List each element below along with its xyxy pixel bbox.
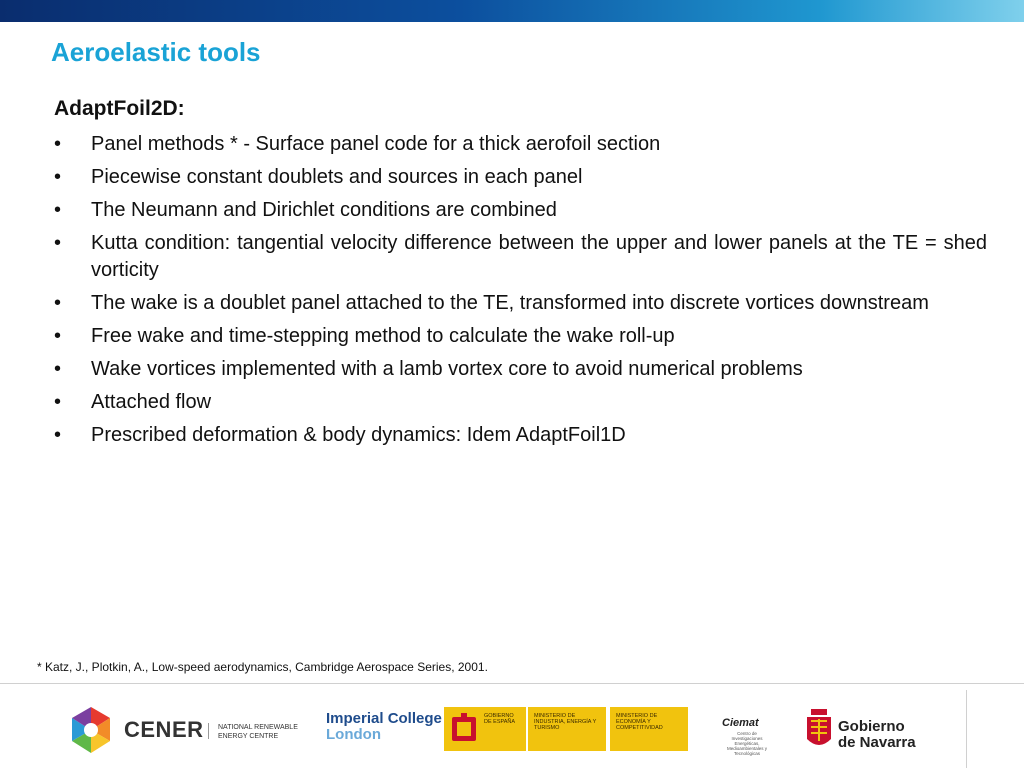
bullet-list bbox=[54, 131, 987, 455]
bullet-text: Prescribed deformation & body dynamics: Idem AdaptFoil1D bbox=[91, 424, 626, 446]
bullet-item bbox=[54, 389, 987, 416]
ciemat-subtitle: Centro de Investigaciones Energéticas, Medioambientales y Tecnológicas bbox=[726, 731, 768, 756]
nrec-line2: ENERGY CENTRE bbox=[218, 733, 279, 740]
bullet-item bbox=[54, 164, 987, 191]
bullet-item bbox=[54, 422, 987, 449]
gob-espana-text: GOBIERNO DE ESPAÑA bbox=[484, 713, 516, 725]
navarra-logo-text bbox=[838, 719, 916, 751]
ciemat-logo: Ciemat bbox=[722, 717, 759, 729]
bullet-item bbox=[54, 290, 987, 317]
ministerio-industria-logo bbox=[528, 707, 606, 751]
bullet-text: Piecewise constant doublets and sources in each panel bbox=[91, 166, 583, 188]
bullet-item bbox=[54, 131, 987, 158]
bullet-text: Kutta condition: tangential velocity difference between the upper and lower panels at the TE = shed vorticity bbox=[91, 232, 987, 281]
imperial-line1: Imperial College bbox=[326, 710, 442, 727]
bullet-text: The wake is a doublet panel attached to the TE, transformed into discrete vortices downstream bbox=[91, 292, 929, 314]
gobierno-espana-logo bbox=[444, 707, 526, 751]
bullet-text: Attached flow bbox=[91, 391, 212, 413]
navarra-shield-icon bbox=[805, 707, 833, 753]
bullet-item bbox=[54, 197, 987, 224]
bullet-marker: • bbox=[54, 325, 62, 347]
imperial-college-logo bbox=[326, 711, 442, 743]
nrec-separator bbox=[208, 723, 209, 739]
ministerio-economia-logo bbox=[610, 707, 688, 751]
footer-logo-strip bbox=[0, 695, 1024, 768]
min-industria-text: MINISTERIO DE INDUSTRIA, ENERGÍA Y TURISMO bbox=[534, 713, 597, 731]
coat-of-arms-icon bbox=[450, 713, 478, 745]
footnote-citation: * Katz, J., Plotkin, A., Low-speed aerodynamics, Cambridge Aerospace Series, 2001. bbox=[37, 660, 488, 674]
bullet-item bbox=[54, 230, 987, 284]
section-subtitle: AdaptFoil2D: bbox=[54, 97, 185, 120]
bullet-text: Wake vortices implemented with a lamb vortex core to avoid numerical problems bbox=[91, 358, 803, 380]
bullet-marker: • bbox=[54, 292, 62, 314]
imperial-line2: London bbox=[326, 726, 381, 743]
bullet-marker: • bbox=[54, 391, 62, 413]
bullet-marker: • bbox=[54, 424, 62, 446]
cener-logo-icon bbox=[66, 707, 116, 753]
header-gradient-bar bbox=[0, 0, 1024, 22]
bullet-marker: • bbox=[54, 166, 62, 188]
bullet-item bbox=[54, 323, 987, 350]
cener-logo-text: CENER bbox=[124, 717, 204, 742]
bullet-marker: • bbox=[54, 199, 62, 221]
slide-title: Aeroelastic tools bbox=[51, 37, 261, 67]
bullet-marker: • bbox=[54, 232, 62, 254]
bullet-marker: • bbox=[54, 358, 62, 380]
bullet-item bbox=[54, 356, 987, 383]
bullet-marker: • bbox=[54, 133, 62, 155]
bullet-text: The Neumann and Dirichlet conditions are combined bbox=[91, 199, 557, 221]
navarra-line2: de Navarra bbox=[838, 734, 916, 751]
bullet-text: Panel methods * - Surface panel code for a thick aerofoil section bbox=[91, 133, 661, 155]
bullet-text: Free wake and time-stepping method to calculate the wake roll-up bbox=[91, 325, 675, 347]
min-economia-text: MINISTERIO DE ECONOMÍA Y COMPETITIVIDAD bbox=[616, 713, 663, 731]
navarra-line1: Gobierno bbox=[838, 718, 905, 735]
nrec-logo-text bbox=[218, 723, 298, 741]
nrec-line1: NATIONAL RENEWABLE bbox=[218, 724, 298, 731]
footer-divider bbox=[0, 683, 1024, 684]
